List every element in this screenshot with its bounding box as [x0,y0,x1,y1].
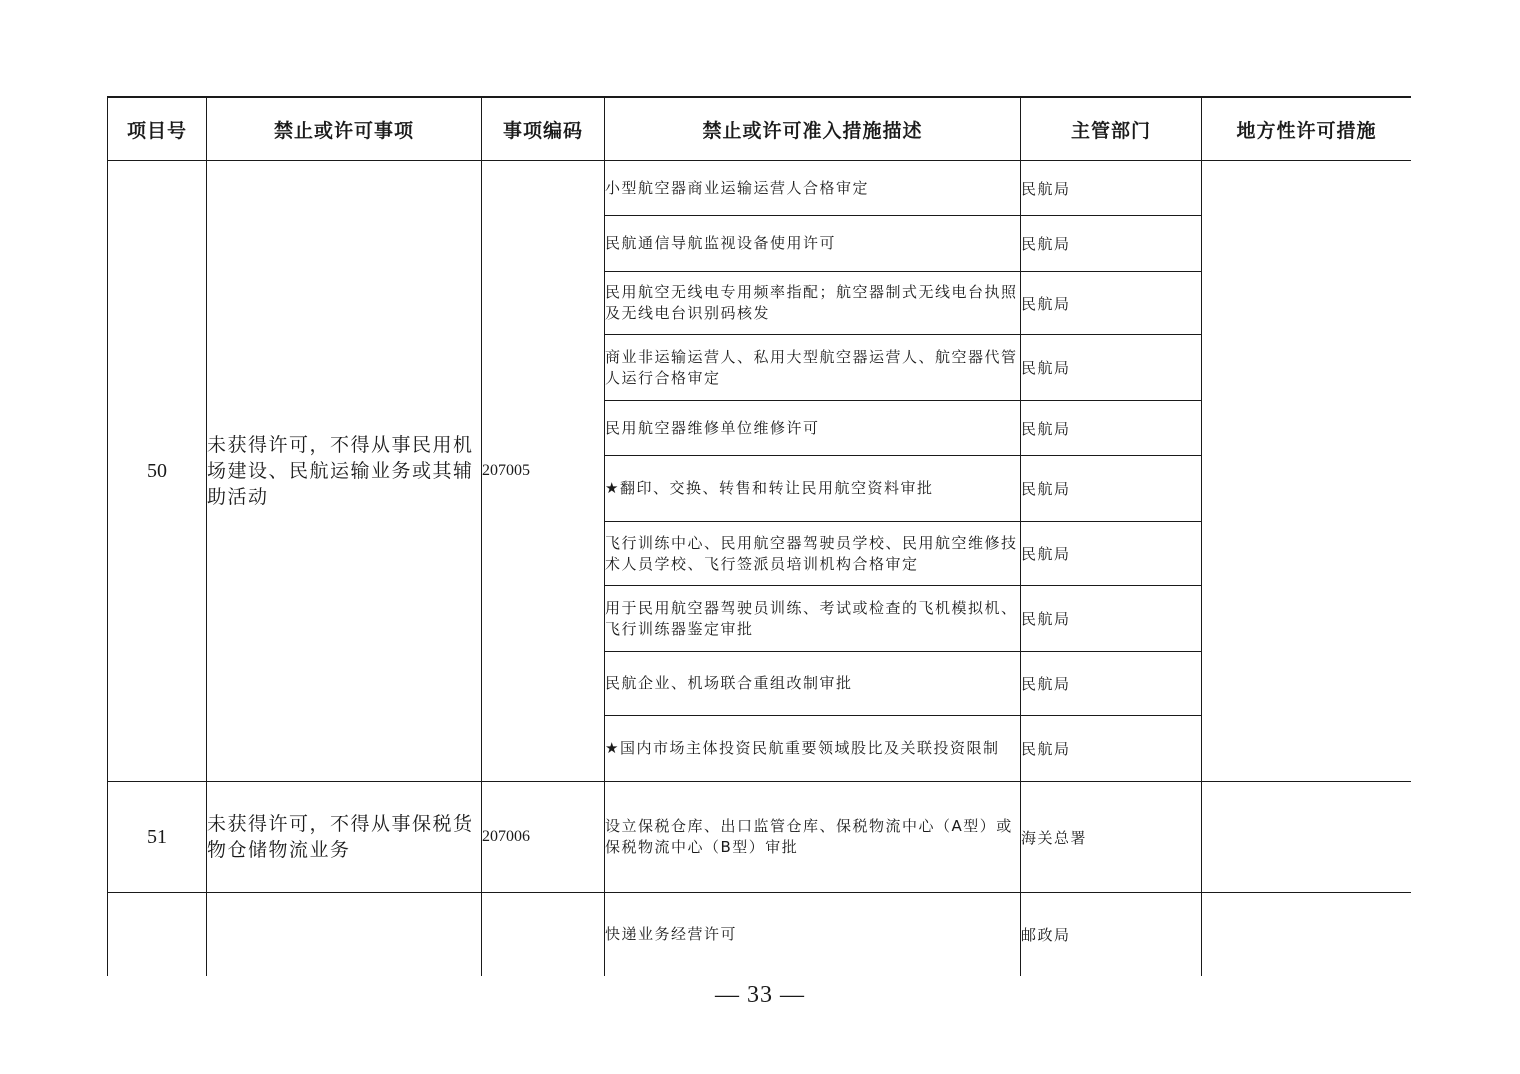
table-row [108,893,1412,977]
measure-description: ★翻印、交换、转售和转让民用航空资料审批 [605,456,1021,522]
table-header-row [108,97,1412,161]
item-cell: 未获得许可，不得从事保税货物仓储物流业务 [207,782,482,893]
table-row [108,161,1412,216]
measure-description: 商业非运输运营人、私用大型航空器运营人、航空器代管人运行合格审定 [605,335,1021,401]
measure-description: ★国内市场主体投资民航重要领域股比及关联投资限制 [605,716,1021,782]
header-local-measures: 地方性许可措施 [1202,97,1412,161]
page-number: — 33 — [715,982,805,1008]
department: 民航局 [1021,161,1202,216]
header-measure-description: 禁止或许可准入措施描述 [605,97,1021,161]
header-item: 禁止或许可事项 [207,97,482,161]
code-cell: 207006 [482,782,605,893]
department: 海关总署 [1021,782,1202,893]
header-project-no: 项目号 [108,97,207,161]
code-cell: 207005 [482,161,605,782]
measure-description: 民航通信导航监视设备使用许可 [605,216,1021,272]
department: 民航局 [1021,716,1202,782]
measure-description: 民用航空无线电专用频率指配；航空器制式无线电台执照及无线电台识别码核发 [605,272,1021,335]
measure-description: 设立保税仓库、出口监管仓库、保税物流中心（A型）或保税物流中心（B型）审批 [605,782,1021,893]
header-code: 事项编码 [482,97,605,161]
local-measures-cell [1202,161,1412,782]
permit-table [107,96,1411,976]
measure-description: 小型航空器商业运输运营人合格审定 [605,161,1021,216]
permit-table-frame [107,96,1411,976]
department: 民航局 [1021,272,1202,335]
item-cell [207,893,482,977]
local-measures-cell [1202,782,1412,893]
table-row [108,782,1412,893]
header-department: 主管部门 [1021,97,1202,161]
item-cell: 未获得许可，不得从事民用机场建设、民航运输业务或其辅助活动 [207,161,482,782]
measure-description: 民航企业、机场联合重组改制审批 [605,652,1021,716]
department: 民航局 [1021,335,1202,401]
department: 民航局 [1021,456,1202,522]
local-measures-cell [1202,893,1412,977]
measure-description: 飞行训练中心、民用航空器驾驶员学校、民用航空维修技术人员学校、飞行签派员培训机构合格审定 [605,522,1021,586]
measure-description: 用于民用航空器驾驶员训练、考试或检查的飞机模拟机、飞行训练器鉴定审批 [605,586,1021,652]
code-cell [482,893,605,977]
department: 民航局 [1021,522,1202,586]
department: 邮政局 [1021,893,1202,977]
department: 民航局 [1021,401,1202,456]
department: 民航局 [1021,586,1202,652]
project-no-cell: 50 [108,161,207,782]
measure-description: 快递业务经营许可 [605,893,1021,977]
project-no-cell [108,893,207,977]
department: 民航局 [1021,216,1202,272]
department: 民航局 [1021,652,1202,716]
project-no-cell: 51 [108,782,207,893]
measure-description: 民用航空器维修单位维修许可 [605,401,1021,456]
